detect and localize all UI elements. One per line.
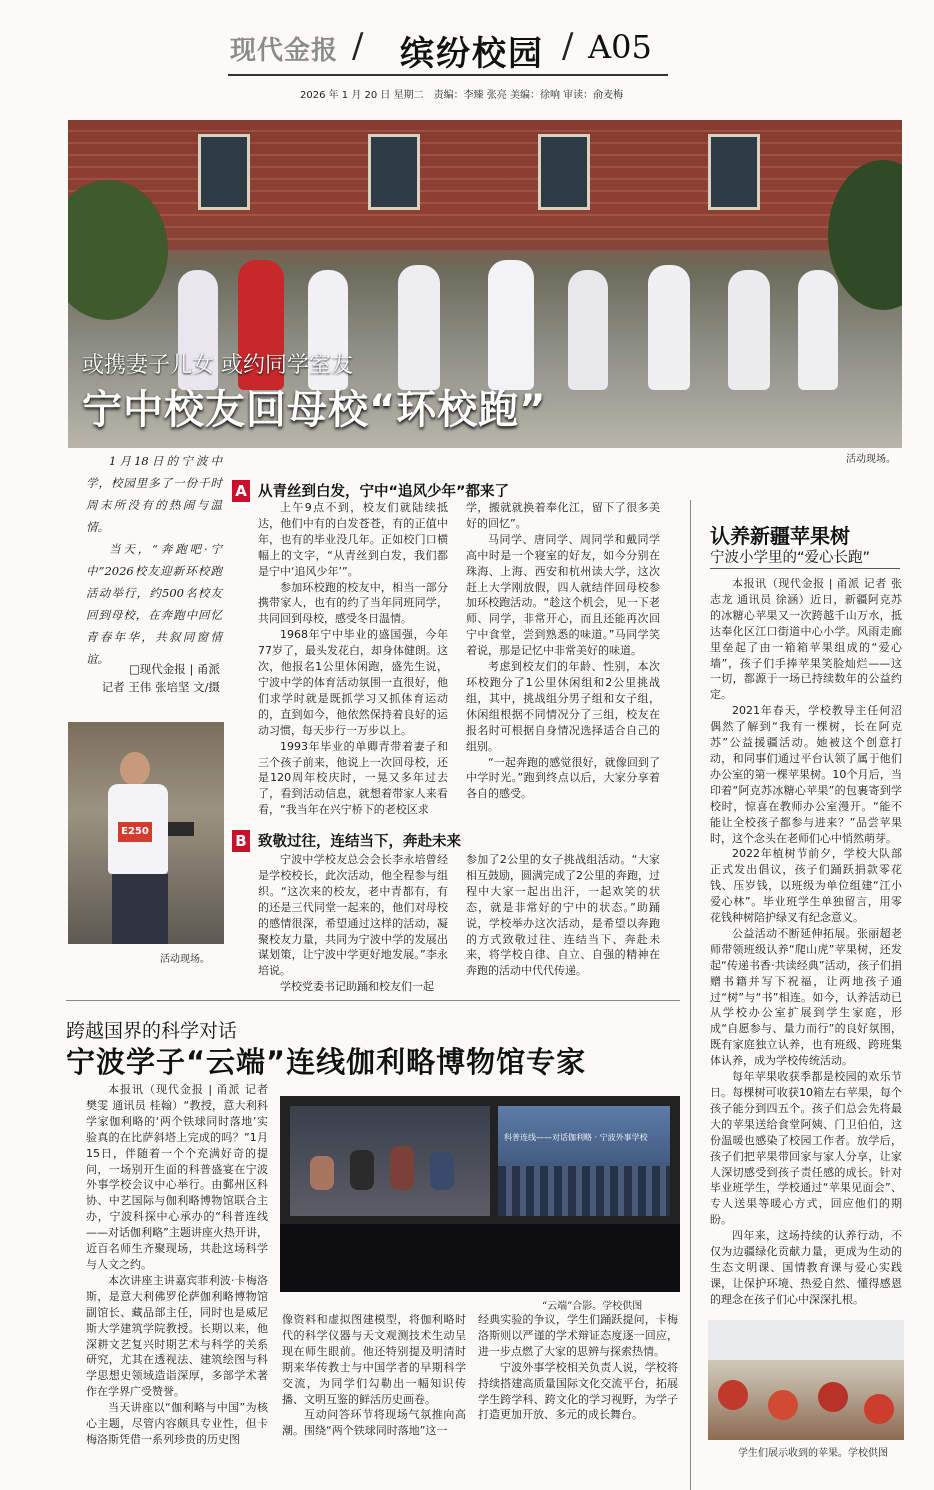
page-number: A05 xyxy=(588,28,652,66)
sidebar-title: 认养新疆苹果树 xyxy=(710,524,850,548)
video-screen-left xyxy=(290,1106,490,1216)
phone-icon xyxy=(168,822,194,836)
paragraph: 1968年宁中毕业的盛国强，今年77岁了，最头发花白，却身体健朗。这次，他报名1公里休闲跑，盛先生说，宁波中学的体育活动氛围一直很好，他们求学时就是既抓学习又抓体育运动的，直到如今，他依然保持着良好的运动习惯，每天步行一万步以上。 xyxy=(258,628,448,737)
paragraph: 1993年毕业的单卿青带着妻子和三个孩子前来，他说上一次回母校，还是120周年校庆时，一晃又多年过去了，看到活动信息，就想着带家人来看看，“我当年在兴宁桥下的老校区求 xyxy=(258,739,448,817)
apple-icon xyxy=(768,1390,798,1420)
runner xyxy=(488,260,534,390)
paragraph: 学，搬就就换着奉化江，留下了很多美好的回忆”。 xyxy=(466,501,660,530)
story-divider xyxy=(66,1000,680,1001)
sidebar-subtitle: 宁波小学里的“爱心长跑” xyxy=(710,550,871,566)
lead-photo xyxy=(68,722,224,944)
paragraph: 本报讯（现代金报 | 甬派 记者 张志龙 通讯员 徐涵）近日，新疆阿克苏的冰糖心苹果又一次跨越千山万水，抵达奉化区江口街道中心小学。风雨走廊里垒起了由一箱箱苹果组成的“爱心墙”，孩子们手捧苹果笑脸灿烂——这一切，都源于一场已持续数年的公益约定。 xyxy=(710,577,902,702)
dark-stage xyxy=(280,1224,680,1292)
event-banner: 科普连线——对话伽利略 · 宁波外事学校 xyxy=(504,1133,648,1142)
building-window xyxy=(198,134,250,210)
section-b-heading: 致敬过往，连结当下，奔赴未来 xyxy=(258,834,461,850)
section-a-heading: 从青丝到白发，宁中“追风少年”都来了 xyxy=(258,484,510,500)
building-window xyxy=(708,134,760,210)
building-window xyxy=(538,134,590,210)
masthead-rule xyxy=(228,74,668,76)
paragraph: 本次讲座主讲嘉宾菲利波·卡梅洛斯，是意大利佛罗伦萨伽利略博物馆副馆长、藏品部主任，同时也是威尼斯大学建筑学院教授。长期以来，他深耕文艺复兴时期艺术与科学的关系研究，尤其在透视法、建筑绘图与科学思想史领域造诣深厚，多部学术著作在学界广受赞誉。 xyxy=(86,1273,268,1399)
paragraph: 经典实验的争议，学生们踊跃提问，卡梅洛斯则以严谨的学术辩证态度逐一回应，进一步点燃了大家的思辨与探索热情。 xyxy=(478,1313,678,1358)
lead-paragraph: 1月18日的宁波中学，校园里多了一份千时周末所没有的热闹与温情。 xyxy=(86,454,222,534)
sidebar-body xyxy=(710,576,902,1308)
participant xyxy=(310,1156,334,1190)
race-bib: E250 xyxy=(118,822,152,842)
byline-reporters: 记者 王伟 张培坚 文/摄 xyxy=(101,680,220,694)
runner xyxy=(648,265,690,390)
story2-column-3 xyxy=(478,1312,678,1423)
paragraph: 上午9点不到，校友们就陆续抵达，他们中有的白发苍苍，有的正值中年，也有的毕业没几年。正如校门口横幅上的文字，“从青丝到白发，我们都是宁中‘追风少年’”。 xyxy=(258,501,448,578)
story2-subtitle: 跨越国界的科学对话 xyxy=(66,1020,238,1042)
masthead xyxy=(0,0,934,110)
apple-icon xyxy=(718,1380,748,1410)
masthead-divider: / xyxy=(352,26,364,66)
runner-head xyxy=(120,752,150,786)
hero-photo xyxy=(68,120,902,448)
sidebar-photo-caption: 学生们展示收到的苹果。学校供图 xyxy=(738,1448,888,1459)
sidebar-photo xyxy=(708,1320,904,1440)
audience xyxy=(498,1166,670,1216)
story2-photo xyxy=(280,1096,680,1292)
paragraph: 参加环校跑的校友中，相当一部分携带家人，也有的约了当年同班同学，共同回到母校，感受冬日温情。 xyxy=(258,580,448,626)
paragraph: 马同学、唐同学、周同学和戴同学高中时是一个寝室的好友，如今分别在珠海、上海、西安和杭州读大学，这次赶上大学刚放假，四人就结伴回母校参加环校跑活动。“趁这个机会，见一下老师、同学，非常开心，而且还能再次回宁中食堂，尝到熟悉的味道。”马同学笑着说，那是记忆中非常美好的味道。 xyxy=(466,532,660,658)
story2-title: 宁波学子“云端”连线伽利略博物馆专家 xyxy=(66,1045,587,1079)
paragraph: 像资料和虚拟图建模型，将伽利略时代的科学仪器与天文观测技术生动呈现在师生眼前。他还特别提及明清时期来华传教士与中国学者的早期科学交流，为同学们勾勒出一幅知识传播、文明互鉴的鲜活历史画卷。 xyxy=(282,1313,466,1406)
hero-title: 宁中校友回母校“环校跑” xyxy=(82,387,547,433)
section-a-column-2 xyxy=(466,500,660,802)
participant xyxy=(390,1146,414,1190)
paragraph: 宁波中学校友总会会长李永培曾经是学校校长，此次活动，他全程参与组织。“这次来的校友，老中青都有，有的还是三代同堂一起来的，他们对母校的感情很深，希望通过这样的活动，凝聚校友力量，共同为宁波中学的发展出谋划策，让宁波中学更好地发展。”李永培说。 xyxy=(258,853,448,978)
paragraph: 互动问答环节将现场气氛推向高潮。围绕“两个铁球同时落地”这一 xyxy=(282,1408,466,1438)
section-b-badge: B xyxy=(232,830,250,852)
section-a-badge: A xyxy=(232,480,250,502)
hero-caption: 活动现场。 xyxy=(846,454,896,465)
participant xyxy=(430,1152,454,1190)
sidebar-rule xyxy=(710,568,900,569)
paragraph: 公益活动不断延伸拓展。张丽超老师带领班级认养“爬山虎”苹果树，还发起“传递书香·共读经典”活动，孩子们捐赠书籍并写下祝福，让两地孩子通过“树”与“书”相连。如今，认养活动已从学校办公室扩展到学生家庭，形成“自愿参与、量力而行”的良好氛围，既有家庭独立认养，也有班级、跨班集体认养，成为学校传统活动。 xyxy=(710,926,902,1068)
classroom-wall xyxy=(708,1320,904,1360)
story2-column-1 xyxy=(86,1082,268,1448)
paragraph: 每年苹果收获季都是校园的欢乐节日。每棵树可收获10箱左右苹果，每个孩子能分到四五个。孩子们总会先将最大的苹果送给食堂阿姨、门卫伯伯，这份温暖也感染了校园工作者。放学后，孩子们把苹果带回家与家人分享，让家人深切感受到孩子责任感的成长。针对毕业班学生，学校通过“苹果见面会”、专人送果等暖心方式，回应他们的期盼。 xyxy=(710,1070,902,1227)
paragraph: 四年来，这场持续的认养行动，不仅为边疆绿化贡献力量，更成为生动的生态文明课、国情教育课与爱心实践课，让保护环境、热爱自然、懂得感恩的理念在孩子们心中深深扎根。 xyxy=(710,1229,902,1306)
runner xyxy=(398,265,440,390)
apple-icon xyxy=(818,1382,848,1412)
lead-text xyxy=(86,450,222,670)
building-window xyxy=(368,134,420,210)
section-b-column-2 xyxy=(466,852,660,979)
paper-name: 现代金报 xyxy=(230,36,339,66)
video-screen-right xyxy=(498,1106,670,1216)
paragraph: “一起奔跑的感觉很好，就像回到了中学时光。”跑到终点以后，大家分享着各自的感受。 xyxy=(466,755,660,801)
paragraph: 考虑到校友们的年龄、性别，本次环校跑分了1公里休闲组和2公里挑战组，其中，挑战组分男子组和女子组，休闲组根据不同情况分了三组，校友在报名时可根据自身情况选择适合自己的组别。 xyxy=(466,660,660,753)
runner-pants xyxy=(112,874,168,944)
apple-icon xyxy=(864,1394,894,1424)
paragraph: 本报讯（现代金报 | 甬派 记者 樊雯 通讯员 桂翰）“教授，意大利科学家伽利略的‘两个铁球同时落地’实验真的在比萨斜塔上完成的吗？”1月15日，伴随着一个个充满好奇的提问，一场别开生面的科普盛宴在宁波外事学校会议中心举行。由鄞州区科协、中艺国际与伽利略博物馆联合主办，宁波科探中心承办的“科普连线——对话伽利略”主题讲座火热开讲，近百名师生齐聚现场，共赴这场科学与人文之约。 xyxy=(86,1083,268,1271)
runner xyxy=(798,270,838,390)
paragraph: 2022年植树节前夕，学校大队部正式发出倡议，孩子们踊跃捐款零花钱、压岁钱，以班级为单位组建“江小爱心林”。毕业班学生单独留言，用零花钱种树陪护绿叉有纪念意义。 xyxy=(710,847,902,925)
participant xyxy=(350,1150,374,1190)
lead-photo-caption: 活动现场。 xyxy=(160,954,210,965)
paragraph: 当天讲座以“伽利略与中国”为核心主题，尽管内容颇具专业性，但卡梅洛斯凭借一系列珍贵的历史图 xyxy=(86,1401,268,1446)
hero-subtitle: 或携妻子儿女 或约同学室友 xyxy=(82,353,353,378)
dateline: 2026 年 1 月 20 日 星期二 责编：李臻 张亮 美编：徐响 审读：俞麦梅 xyxy=(300,90,624,101)
paragraph: 参加了2公里的女子挑战组活动。“大家相互鼓励，圆满完成了2公里的奔跑，过程中大家一起出出汗，一起欢笑的状态，就是非常好的宁中的状态。”助踊说，学校举办这次活动，是希望以奔跑的方式致敬过往、连结当下、奔赴未来，将学校自律、自立、自强的精神在奔跑的活动中代代传递。 xyxy=(466,853,660,978)
lead-byline xyxy=(86,660,220,696)
runner xyxy=(568,270,608,390)
paragraph: 学校党委书记助踊和校友们一起 xyxy=(280,980,434,994)
section-a-column-1 xyxy=(258,500,448,818)
story2-column-2 xyxy=(282,1312,466,1439)
byline-outlet: □现代金报 | 甬派 xyxy=(128,662,220,676)
section-b-column-1 xyxy=(258,852,448,995)
column-divider xyxy=(690,500,691,1490)
section-name: 缤纷校园 xyxy=(400,34,544,74)
runner xyxy=(728,270,770,390)
paragraph: 宁波外事学校相关负责人说，学校将持续搭建高质量国际文化交流平台，拓展学生跨学科、跨文化的学习视野，为学子打造更加开放、多元的成长舞台。 xyxy=(478,1360,678,1422)
paragraph: 2021年春天，学校教导主任何沼偶然了解到“我有一棵树，长在阿克苏”公益援疆活动。她被这个创意打动，和同事们通过平台认领了属于他们办公室的第一棵苹果树。10个月后，当印着“阿克苏冰糖心苹果”的包裹寄到学校时，惊喜在教师办公室漫开。“能不能让全校孩子都参与进来？”品尝苹果时，这个念头在老师们心中悄然萌芽。 xyxy=(710,704,902,845)
lead-paragraph: 当天，“奔跑吧·宁中”2026校友迎新环校跑活动举行，约500名校友回到母校，在奔跑中回忆青春年华，共叙同窗情谊。 xyxy=(86,542,222,666)
story2-photo-caption: “云端”合影。学校供图 xyxy=(542,1301,643,1312)
brick-wall xyxy=(68,120,902,250)
masthead-divider: / xyxy=(562,26,574,66)
